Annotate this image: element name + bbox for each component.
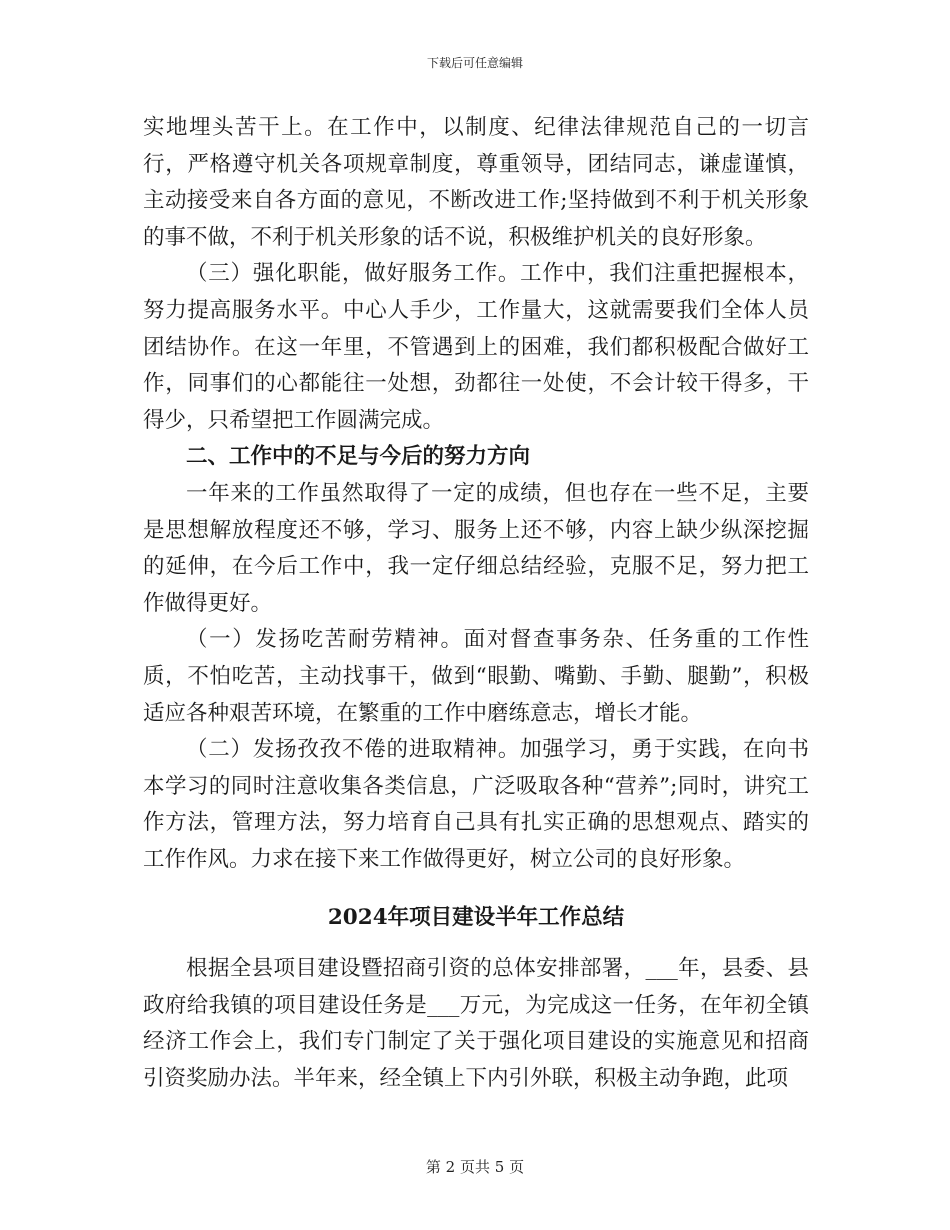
- paragraph-5: （二）发扬孜孜不倦的进取精神。加强学习，勇于实践，在向书本学习的同时注意收集各类信息，广泛吸取各种“营养”;同时，讲究工作方法，管理方法，努力培育自己具有扎实正确的思想观点、踏实的工作作风。力求在接下来工作做得更好，树立公司的良好形象。: [143, 737, 809, 872]
- paragraph-3: 一年来的工作虽然取得了一定的成绩，但也存在一些不足，主要是思想解放程度还不够，学习、服务上还不够，内容上缺少纵深挖掘的延伸，在今后工作中，我一定仔细总结经验，克服不足，努力把工作做得更好。: [143, 480, 809, 616]
- section-heading-2: 二、工作中的不足与今后的努力方向: [186, 444, 531, 470]
- paragraph-4: （一）发扬吃苦耐劳精神。面对督查事务杂、任务重的工作性质，不怕吃苦，主动找事干，做到“眼勤、嘴勤、手勤、腿勤”，积极适应各种艰苦环境，在繁重的工作中磨练意志，增长才能。: [143, 627, 809, 726]
- page-footer: 第 2 页共 5 页: [425, 1158, 525, 1176]
- paragraph-2: （三）强化职能，做好服务工作。工作中，我们注重把握根本，努力提高服务水平。中心人手少，工作量大，这就需要我们全体人员团结协作。在这一年里，不管遇到上的困难，我们都积极配合做好工作，同事们的心都能往一处想，劲都往一处使，不会计较干得多，干得少，只希望把工作圆满完成。: [143, 261, 809, 433]
- page-header: 下载后可任意编辑: [426, 56, 523, 70]
- document-title: 2024年项目建设半年工作总结: [327, 905, 625, 931]
- paragraph-6: 根据全县项目建设暨招商引资的总体安排部署，___年，县委、县政府给我镇的项目建设任务是___万元，为完成这一任务，在年初全镇经济工作会上，我们专门制定了关于强化项目建设的实施意见和招商引资奖励办法。半年来，经全镇上下内引外联，积极主动争跑，此项: [143, 956, 809, 1091]
- document-body: [143, 110, 809, 1097]
- paragraph-1: 实地埋头苦干上。在工作中，以制度、纪律法律规范自己的一切言行，严格遵守机关各项规章制度，尊重领导，团结同志，谦虚谨慎，主动接受来自各方面的意见，不断改进工作;坚持做到不利于机关形象的事不做，不利于机关形象的话不说，积极维护机关的良好形象。: [143, 115, 809, 250]
